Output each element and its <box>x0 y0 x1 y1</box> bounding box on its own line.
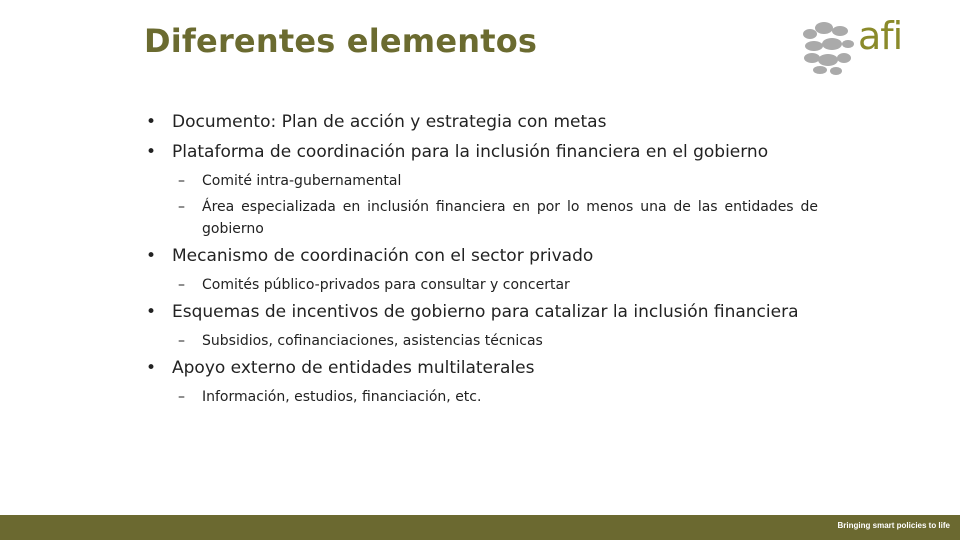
page-title: Diferentes elementos <box>144 22 538 60</box>
footer-tagline: Bringing smart policies to life <box>837 521 950 530</box>
dash-icon: – <box>178 389 185 405</box>
dash-icon: – <box>178 277 185 293</box>
dash-icon: – <box>178 333 185 349</box>
sub-list-item: – Comité intra-gubernamental <box>146 170 818 192</box>
bullet-icon: • <box>146 112 157 132</box>
dash-icon: – <box>178 199 185 215</box>
sub-list-item: – Información, estudios, financiación, etc. <box>146 386 818 408</box>
bullet-icon: • <box>146 246 157 266</box>
list-item: • Esquemas de incentivos de gobierno para catalizar la inclusión financiera <box>146 302 799 322</box>
sub-list-item: – Área especializada en inclusión financiera en por lo menos una de las entidades de gobierno <box>146 196 818 240</box>
sub-list-item: – Comités público-privados para consultar y concertar <box>146 274 818 296</box>
bullet-icon: • <box>146 358 157 378</box>
list-item: • Plataforma de coordinación para la inclusión financiera en el gobierno <box>146 142 769 162</box>
bullet-icon: • <box>146 142 157 162</box>
list-item: • Mecanismo de coordinación con el sector privado <box>146 246 594 266</box>
footer-bar <box>0 515 960 540</box>
dash-icon: – <box>178 173 185 189</box>
list-item: • Apoyo externo de entidades multilaterales <box>146 358 535 378</box>
logo-text: afi <box>858 14 903 58</box>
sub-list-item: – Subsidios, cofinanciaciones, asistencias técnicas <box>146 330 818 352</box>
bullet-list <box>146 110 818 412</box>
list-item: • Documento: Plan de acción y estrategia con metas <box>146 112 607 132</box>
bullet-icon: • <box>146 302 157 322</box>
